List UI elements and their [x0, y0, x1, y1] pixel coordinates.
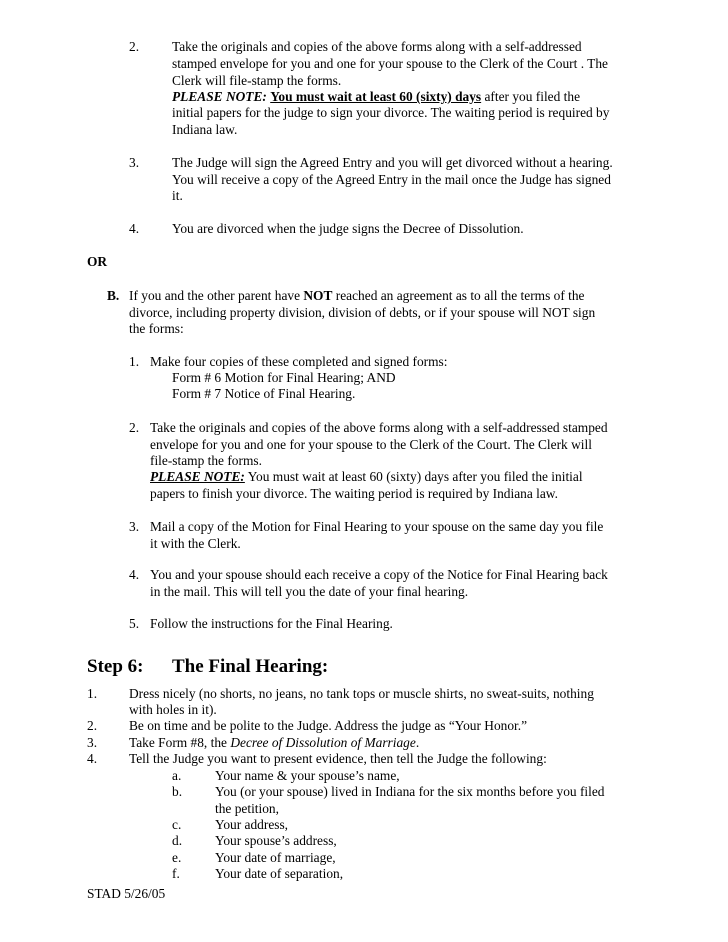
intro-emphasis: NOT — [303, 288, 333, 303]
please-note-text: after you filed the — [481, 89, 581, 104]
form-title: Decree of Dissolution of Marriage — [230, 735, 416, 750]
sub-text: You (or your spouse) lived in Indiana for the six months before you filed — [215, 784, 605, 799]
form-reference: Form # 7 Notice of Final Hearing. — [172, 386, 356, 401]
section-intro-line: the forms: — [129, 321, 184, 336]
please-note-line — [172, 88, 580, 105]
step-label: Step 6: — [87, 656, 144, 677]
list-number: 5. — [129, 616, 140, 631]
sub-letter: f. — [172, 866, 180, 881]
list-text: Make four copies of these completed and signed forms: — [150, 354, 448, 369]
list-text: initial papers for the judge to sign your divorce. The waiting period is required by — [172, 105, 610, 120]
step-title: The Final Hearing: — [172, 656, 329, 677]
section-label: B. — [107, 288, 120, 303]
sub-text: Your date of marriage, — [215, 850, 336, 865]
list-number: 2. — [87, 718, 98, 733]
intro-text: reached an agreement as to all the terms of the — [332, 288, 585, 303]
sub-letter: e. — [172, 850, 182, 865]
list-text: You will receive a copy of the Agreed Entry in the mail once the Judge has signed — [172, 172, 611, 187]
list-text: Take the originals and copies of the above forms along with a self-addressed — [172, 39, 582, 54]
list-text: Mail a copy of the Motion for Final Hearing to your spouse on the same day you file — [150, 519, 604, 534]
sub-text: Your date of separation, — [215, 866, 344, 881]
intro-text: If you and the other parent have — [129, 288, 304, 303]
section-intro-line: divorce, including property division, division of debts, or if your spouse will NOT sign — [129, 305, 596, 320]
sub-text: the petition, — [215, 801, 279, 816]
list-text: in the mail. This will tell you the date of your final hearing. — [150, 584, 469, 599]
list-number: 4. — [87, 751, 98, 766]
sub-letter: c. — [172, 817, 182, 832]
list-number: 4. — [129, 221, 140, 236]
list-text: Tell the Judge you want to present evidence, then tell the Judge the following: — [129, 751, 547, 766]
or-separator: OR — [87, 254, 108, 269]
list-text: Be on time and be polite to the Judge. Address the judge as “Your Honor.” — [129, 718, 528, 733]
list-number: 4. — [129, 567, 140, 582]
list-text: stamped envelope for you and one for your spouse to the Clerk of the Court . The — [172, 56, 608, 71]
please-note-text: You must wait at least 60 (sixty) days after you filed the initial — [244, 469, 583, 484]
page-footer: STAD 5/26/05 — [87, 886, 166, 901]
please-note-label: PLEASE NOTE: — [172, 89, 267, 104]
list-text: The Judge will sign the Agreed Entry and you will get divorced without a hearing. — [172, 155, 613, 170]
list-text: You and your spouse should each receive a copy of the Notice for Final Hearing back — [150, 567, 608, 582]
list-text — [129, 734, 419, 751]
list-text: papers to finish your divorce. The waiting period is required by Indiana law. — [150, 486, 558, 501]
form-reference: Form # 6 Motion for Final Hearing; AND — [172, 370, 396, 385]
list-text: file-stamp the forms. — [150, 453, 262, 468]
list-number: 1. — [87, 686, 98, 701]
list-text: with holes in it). — [129, 702, 217, 717]
section-intro-line — [129, 287, 585, 304]
list-text: Indiana law. — [172, 122, 238, 137]
list-text: it with the Clerk. — [150, 536, 241, 551]
sub-text: Your address, — [215, 817, 289, 832]
list-text-part: Take Form #8, the — [129, 735, 231, 750]
list-text: Dress nicely (no shorts, no jeans, no tank tops or muscle shirts, no sweat-suits, nothing — [129, 686, 594, 701]
list-number: 2. — [129, 420, 140, 435]
sub-letter: b. — [172, 784, 183, 799]
sub-letter: a. — [172, 768, 182, 783]
list-number: 3. — [129, 519, 140, 534]
list-text: Take the originals and copies of the above forms along with a self-addressed stamped — [150, 420, 608, 435]
please-note-emphasis: You must wait at least 60 (sixty) days — [270, 89, 482, 104]
list-number: 3. — [87, 735, 98, 750]
list-text: Clerk will file-stamp the forms. — [172, 73, 342, 88]
list-text: Follow the instructions for the Final Hearing. — [150, 616, 393, 631]
list-text-part: . — [415, 735, 420, 750]
sub-letter: d. — [172, 833, 183, 848]
sub-text: Your spouse’s address, — [215, 833, 337, 848]
please-note-label: PLEASE NOTE: — [150, 469, 245, 484]
list-text: envelope for you and one for your spouse to the Clerk of the Court. The Clerk will — [150, 437, 592, 452]
list-number: 3. — [129, 155, 140, 170]
sub-text: Your name & your spouse’s name, — [215, 768, 400, 783]
list-number: 1. — [129, 354, 140, 369]
list-text: You are divorced when the judge signs the Decree of Dissolution. — [172, 221, 524, 236]
list-text: it. — [172, 188, 183, 203]
list-number: 2. — [129, 39, 140, 54]
please-note-line — [150, 468, 583, 485]
